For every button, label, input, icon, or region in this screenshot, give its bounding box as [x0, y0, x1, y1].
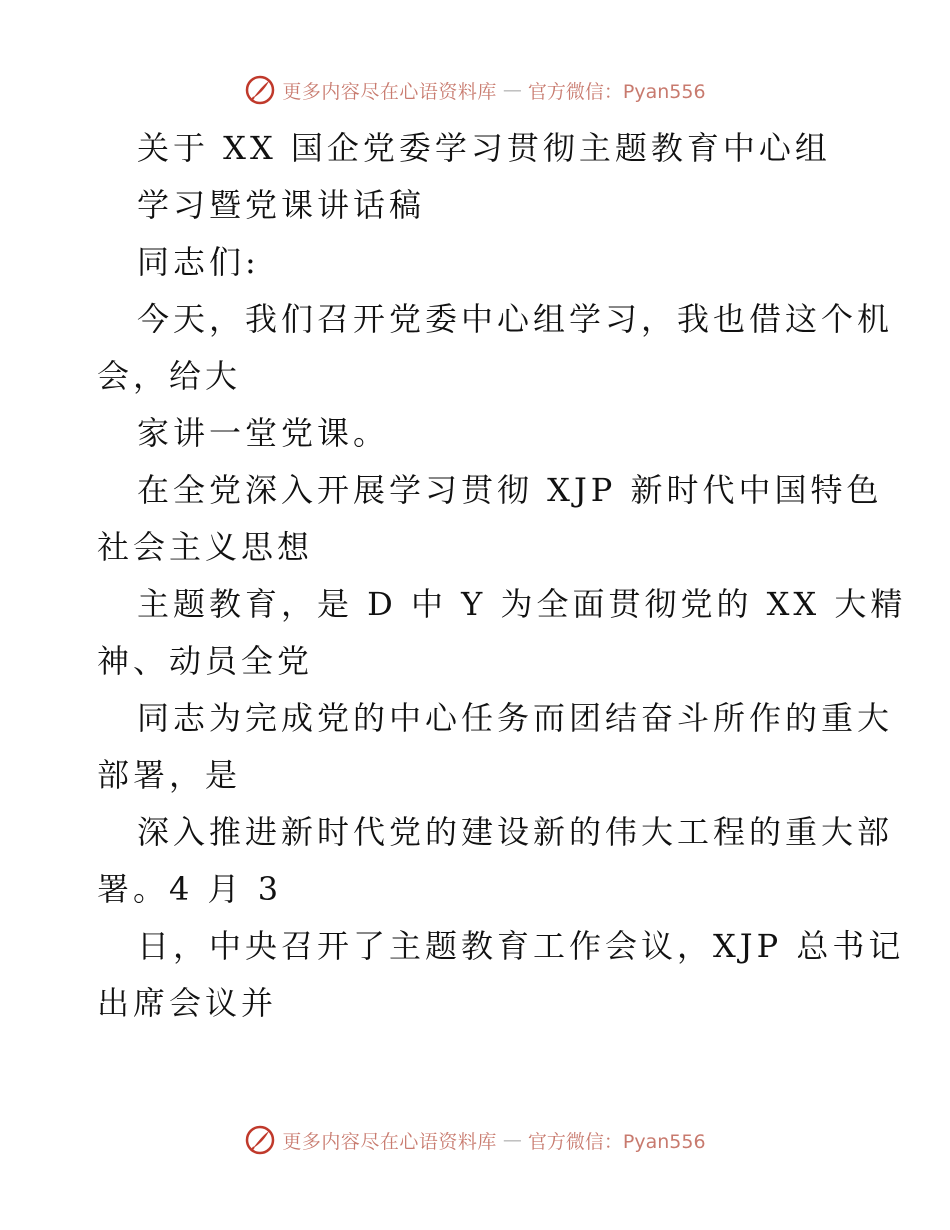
doc-text-line: 出席会议并	[97, 984, 278, 1022]
doc-text-line: 日，中央召开了主题教育工作会议，XJP 总书记	[137, 927, 905, 965]
feather-quill-logo-icon	[244, 1124, 276, 1156]
document-body	[97, 120, 907, 1032]
doc-text-line: 今天，我们召开党委中心组学习，我也借这个机	[137, 300, 894, 338]
header-watermark	[0, 70, 950, 110]
doc-text-line: 神、动员全党	[97, 642, 314, 680]
watermark-site-text: 更多内容尽在心语资料库	[282, 1130, 497, 1153]
feather-quill-logo-icon	[244, 74, 276, 106]
doc-text-line: 社会主义思想	[97, 528, 314, 566]
doc-text-line: 同志为完成党的中心任务而团结奋斗所作的重大	[137, 699, 894, 737]
watermark-separator: —	[502, 79, 522, 101]
doc-salutation: 同志们:	[137, 243, 260, 281]
watermark-separator: —	[502, 1129, 522, 1151]
doc-text-line: 深入推进新时代党的建设新的伟大工程的重大部	[137, 813, 894, 851]
watermark-wechat-text: 官方微信：Pyan556	[527, 80, 706, 103]
doc-text-line: 家讲一堂党课。	[137, 414, 390, 452]
doc-text-line: 主题教育，是 D 中 Y 为全面贯彻党的 XX 大精	[137, 585, 907, 623]
doc-text-line: 会，给大	[97, 357, 242, 395]
watermark-wechat-text: 官方微信：Pyan556	[527, 1130, 706, 1153]
doc-title-line-1: 关于 XX 国企党委学习贯彻主题教育中心组	[137, 129, 831, 167]
doc-text-line: 署。4 月 3	[97, 870, 283, 908]
doc-text-line: 部署，是	[97, 756, 242, 794]
doc-title-line-2: 学习暨党课讲话稿	[137, 186, 426, 224]
footer-watermark	[0, 1120, 950, 1160]
doc-text-line: 在全党深入开展学习贯彻 XJP 新时代中国特色	[137, 471, 883, 509]
watermark-site-text: 更多内容尽在心语资料库	[282, 80, 497, 103]
